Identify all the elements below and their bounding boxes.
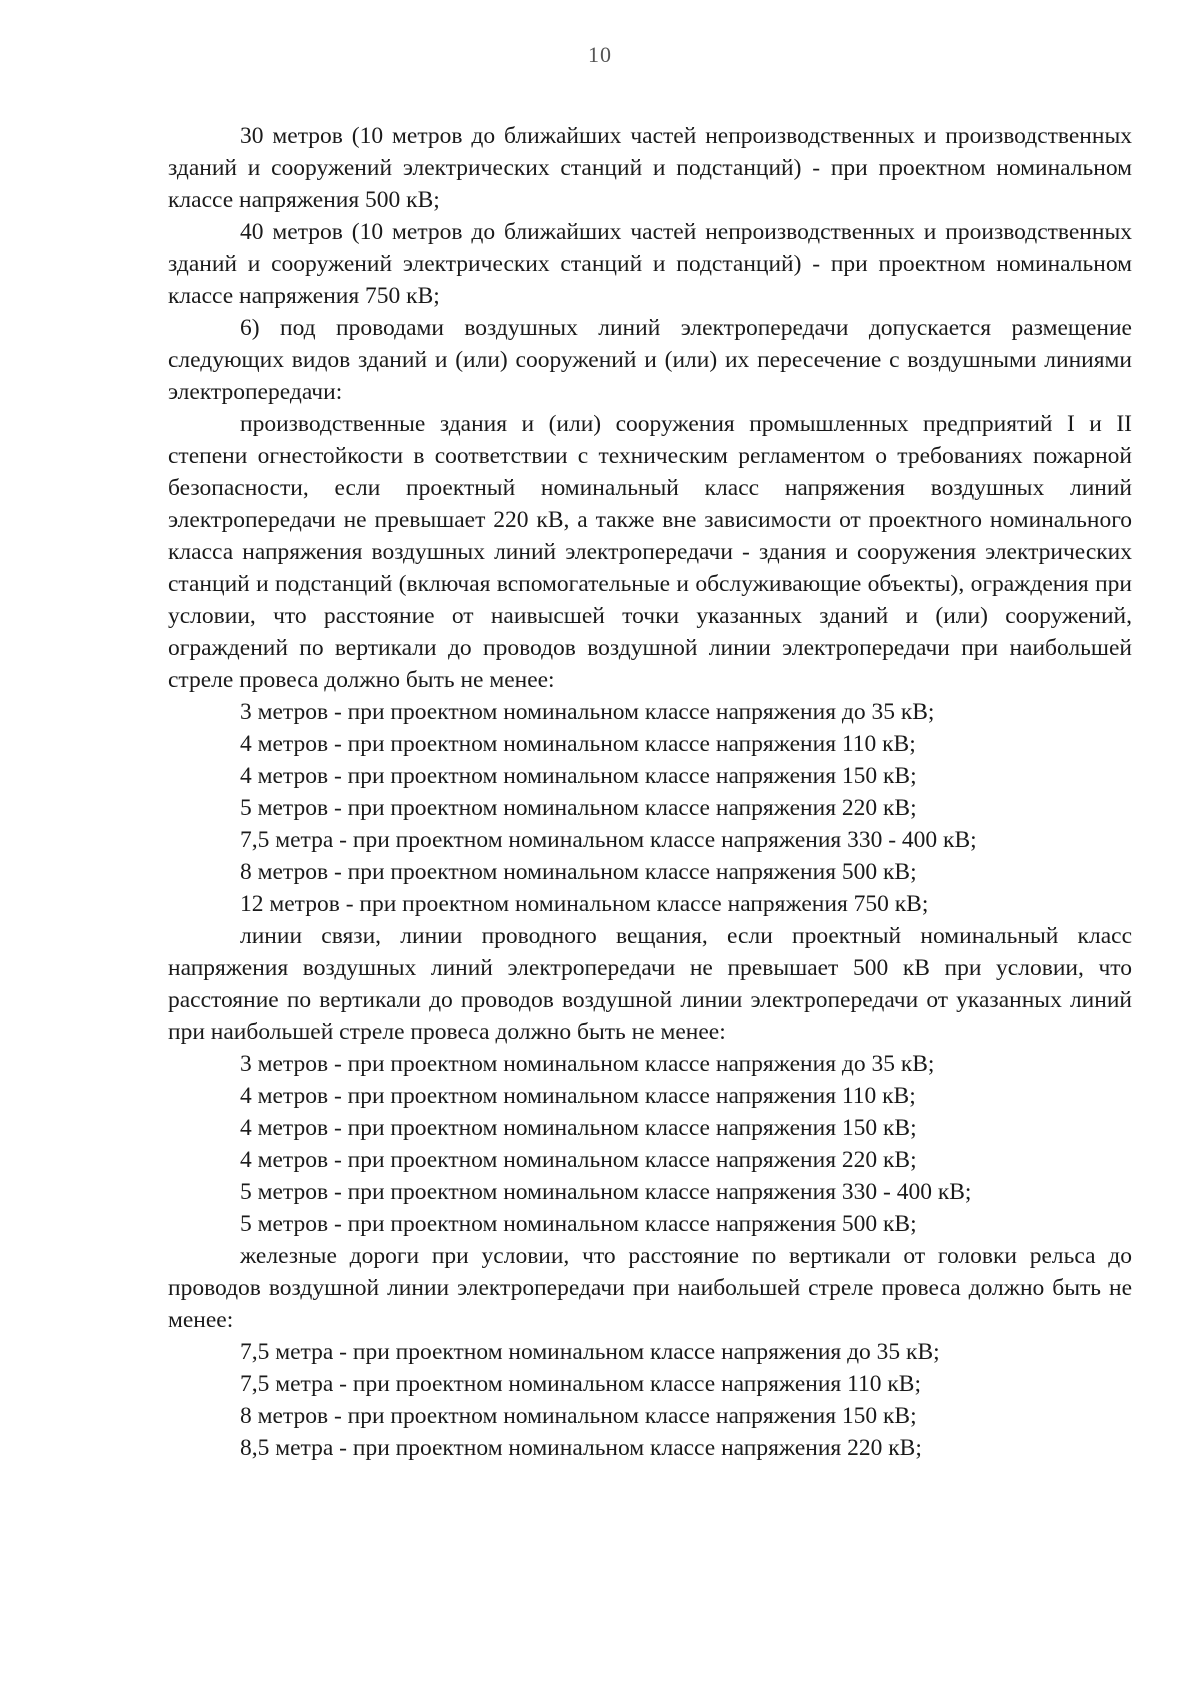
list-item: 5 метров - при проектном номинальном классе напряжения 330 - 400 кВ; — [240, 1179, 972, 1205]
paragraph-railways: железные дороги при условии, что расстояние по вертикали от головки рельса до проводов воздушной линии электропередачи при наибольшей стреле провеса должно быть не менее: — [168, 1243, 1132, 1333]
list-item: 7,5 метра - при проектном номинальном классе напряжения 330 - 400 кВ; — [240, 827, 977, 853]
list-item: 5 метров - при проектном номинальном классе напряжения 500 кВ; — [240, 1211, 917, 1237]
paragraph-clause-6: 6) под проводами воздушных линий электропередачи допускается размещение следующих видов зданий и (или) сооружений и (или) их пересечение с воздушными линиями электропередачи: — [168, 315, 1132, 405]
list-item: 4 метров - при проектном номинальном классе напряжения 150 кВ; — [240, 1115, 917, 1141]
document-body — [168, 120, 1132, 1464]
paragraph-industrial-buildings: производственные здания и (или) сооружения промышленных предприятий I и II степени огнестойкости в соответствии с техническим регламентом о требованиях пожарной безопасности, если проектный номинальный класс напряжения воздушных линий электропередачи не превышает 220 кВ, а также вне зависимости от проектного номинального класса напряжения воздушных линий электропередачи - здания и сооружения электрических станций и подстанций (включая вспомогательные и обслуживающие объекты), ограждения при условии, что расстояние от наивысшей точки указанных зданий и (или) сооружений, ограждений по вертикали до проводов воздушной линии электропередачи при наибольшей стреле провеса должно быть не менее: — [168, 411, 1132, 693]
list-item: 8 метров - при проектном номинальном классе напряжения 150 кВ; — [240, 1403, 917, 1429]
page-number: 10 — [588, 42, 612, 67]
paragraph-500kv-distance: 30 метров (10 метров до ближайших частей непроизводственных и производственных зданий и сооружений электрических станций и подстанций) - при проектном номинальном классе напряжения 500 кВ; — [168, 123, 1132, 213]
list-item: 12 метров - при проектном номинальном классе напряжения 750 кВ; — [240, 891, 929, 917]
list-building-clearances — [168, 696, 1132, 920]
list-item: 8 метров - при проектном номинальном классе напряжения 500 кВ; — [240, 859, 917, 885]
list-communication-clearances — [168, 1048, 1132, 1240]
list-item: 8,5 метра - при проектном номинальном классе напряжения 220 кВ; — [240, 1435, 922, 1461]
list-item: 5 метров - при проектном номинальном классе напряжения 220 кВ; — [240, 795, 917, 821]
list-item: 7,5 метра - при проектном номинальном классе напряжения 110 кВ; — [240, 1371, 921, 1397]
list-railway-clearances — [168, 1336, 1132, 1464]
list-item: 4 метров - при проектном номинальном классе напряжения 220 кВ; — [240, 1147, 917, 1173]
paragraph-communication-lines: линии связи, линии проводного вещания, если проектный номинальный класс напряжения воздушных линий электропередачи не превышает 500 кВ при условии, что расстояние по вертикали до проводов воздушной линии электропередачи от указанных линий при наибольшей стреле провеса должно быть не менее: — [168, 923, 1132, 1045]
list-item: 7,5 метра - при проектном номинальном классе напряжения до 35 кВ; — [240, 1339, 940, 1365]
list-item: 3 метров - при проектном номинальном классе напряжения до 35 кВ; — [240, 1051, 935, 1077]
list-item: 3 метров - при проектном номинальном классе напряжения до 35 кВ; — [240, 699, 935, 725]
list-item: 4 метров - при проектном номинальном классе напряжения 150 кВ; — [240, 763, 917, 789]
list-item: 4 метров - при проектном номинальном классе напряжения 110 кВ; — [240, 1083, 916, 1109]
list-item: 4 метров - при проектном номинальном классе напряжения 110 кВ; — [240, 731, 916, 757]
paragraph-750kv-distance: 40 метров (10 метров до ближайших частей непроизводственных и производственных зданий и сооружений электрических станций и подстанций) - при проектном номинальном классе напряжения 750 кВ; — [168, 219, 1132, 309]
